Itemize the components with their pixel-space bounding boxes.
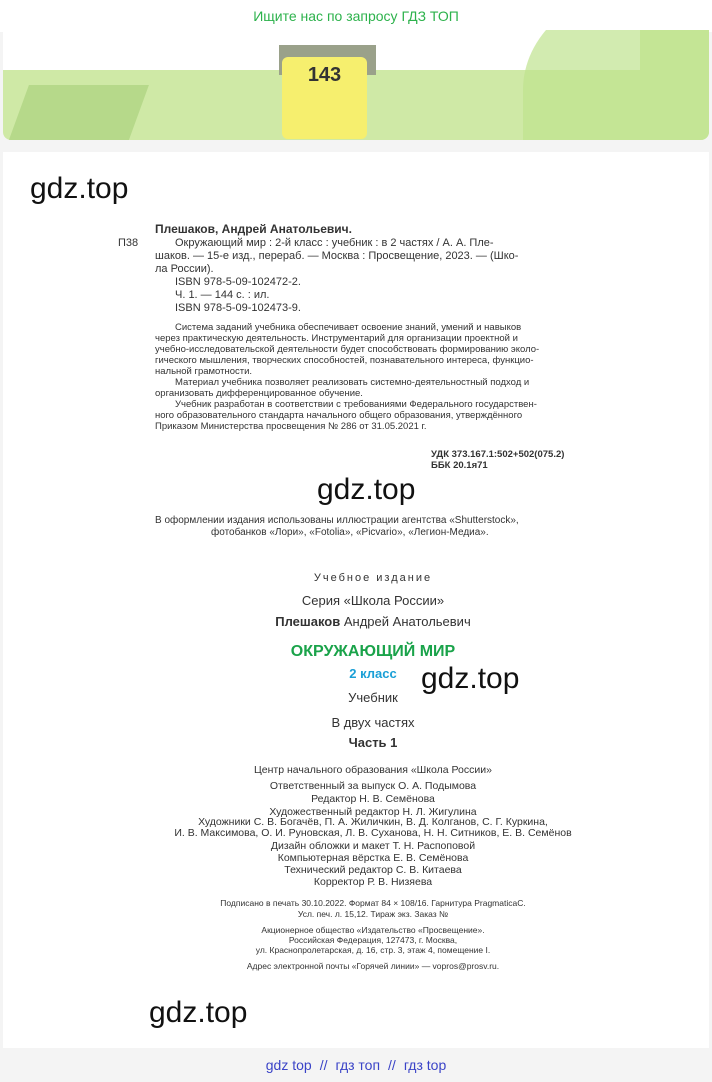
credit-line: И. В. Максимова, О. И. Руновская, Л. В. Суханова, Н. Н. Ситников, Е. В. Семёнов — [174, 827, 572, 839]
credit-line: Технический редактор С. В. Китаева — [284, 864, 462, 876]
illustrations-note: фотобанков «Лори», «Fotolia», «Picvario», «Легион-Медиа». — [211, 527, 489, 538]
leaf-decoration — [523, 30, 709, 140]
biblio-code: П38 — [118, 237, 139, 249]
annotation-line: Материал учебника позволяет реализовать системно-деятельностный подход и — [175, 377, 530, 388]
biblio-author: Плешаков, Андрей Анатольевич. — [155, 222, 352, 236]
book-type: Учебник — [348, 690, 398, 705]
print-info: Адрес электронной почты «Горячей линии» — vopros@prosv.ru. — [246, 961, 500, 971]
annotation-line: через практическую деятельность. Инструментарий для организации проектной и — [155, 333, 518, 344]
annotation-line: ного образовательного стандарта начального общего образования, утверждённого — [155, 410, 523, 421]
credit-line: Редактор Н. В. Семёнова — [311, 793, 435, 805]
annotation-line: Приказом Министерства просвещения № 286 от 31.05.2021 г. — [155, 421, 427, 432]
footer-separator: // — [388, 1057, 396, 1073]
series: Серия «Школа России» — [301, 593, 445, 608]
credit-line: Корректор Р. В. Низяева — [313, 876, 433, 888]
credit-line: Центр начального образования «Школа России» — [254, 764, 492, 776]
biblio-line: ла России). — [155, 263, 214, 275]
credit-line: Дизайн обложки и макет Т. Н. Распоповой — [270, 840, 476, 852]
print-info: Усл. печ. л. 15,12. Тираж экз. Заказ № — [297, 909, 449, 919]
footer-link[interactable]: гдз top — [403, 1057, 447, 1073]
biblio-line: Окружающий мир : 2-й класс : учебник : в 2 частях / А. А. Пле- — [175, 237, 494, 249]
annotation-line: нальной грамотности. — [155, 366, 253, 377]
footer-separator: // — [319, 1057, 328, 1073]
imprint-author — [3, 614, 712, 629]
print-info: ул. Краснопролетарская, д. 16, стр. 3, этаж 4, помещение I. — [255, 945, 491, 955]
footer-link[interactable]: гдз топ — [335, 1057, 381, 1073]
footer-links — [0, 1053, 712, 1082]
credit-line: Художники С. В. Богачёв, П. А. Жиличкин, В. Д. Колганов, С. Г. Куркина, — [198, 816, 548, 828]
udk: УДК 373.167.1:502+502(075.2) — [431, 449, 565, 460]
credit-line: Компьютерная вёрстка Е. В. Семёнова — [277, 852, 469, 864]
print-info: Подписано в печать 30.10.2022. Формат 84 × 108/16. Гарнитура PragmaticaC. — [220, 898, 526, 908]
print-info: Российская Федерация, 127473, г. Москва, — [288, 935, 458, 945]
annotation-line: Учебник разработан в соответствии с требованиями Федерального государствен- — [175, 399, 537, 410]
edition-type: Учебное издание — [313, 572, 433, 584]
biblio-isbn: ISBN 978-5-09-102472-2. — [175, 276, 301, 288]
footer-link[interactable]: gdz top — [265, 1057, 312, 1073]
watermark: gdz.top — [317, 473, 416, 506]
biblio-line: Ч. 1. — 144 с. : ил. — [175, 289, 270, 301]
watermark: gdz.top — [421, 662, 520, 695]
watermark: gdz.top — [30, 172, 129, 205]
book-title: ОКРУЖАЮЩИЙ МИР — [290, 643, 456, 660]
leaf-decoration — [7, 85, 149, 140]
biblio-line: шаков. — 15-е изд., перераб. — Москва : Просвещение, 2023. — (Шко- — [155, 250, 519, 262]
search-banner: Ищите нас по запросу ГДЗ ТОП — [0, 0, 712, 32]
credit-line: Ответственный за выпуск О. А. Подымова — [269, 780, 477, 792]
author-last-name: Плешаков — [275, 614, 341, 629]
bbk: ББК 20.1я71 — [431, 460, 488, 471]
print-info: Акционерное общество «Издательство «Просвещение». — [261, 925, 485, 935]
book-parts: В двух частях — [331, 715, 415, 730]
annotation-line: гического мышления, творческих способностей, познавательного интереса, функцио- — [155, 355, 534, 366]
annotation-line: организовать дифференцированное обучение. — [155, 388, 363, 399]
annotation-line: учебно-исследовательской деятельности будет способствовать формированию эколо- — [155, 344, 540, 355]
credit-line: Художественный редактор Н. Л. Жигулина — [269, 806, 477, 818]
author-first-name: Андрей Анатольевич — [343, 614, 471, 629]
illustrations-note: В оформлении издания использованы иллюстрации агентства «Shutterstock», — [155, 515, 519, 526]
page-number-badge: 143 — [282, 57, 367, 139]
annotation-line: Система заданий учебника обеспечивает освоение знаний, умений и навыков — [175, 322, 522, 333]
book-grade: 2 класс — [349, 666, 397, 681]
book-part: Часть 1 — [348, 735, 398, 750]
biblio-isbn: ISBN 978-5-09-102473-9. — [175, 302, 301, 314]
textbook-page — [3, 152, 709, 1048]
watermark: gdz.top — [149, 996, 248, 1029]
